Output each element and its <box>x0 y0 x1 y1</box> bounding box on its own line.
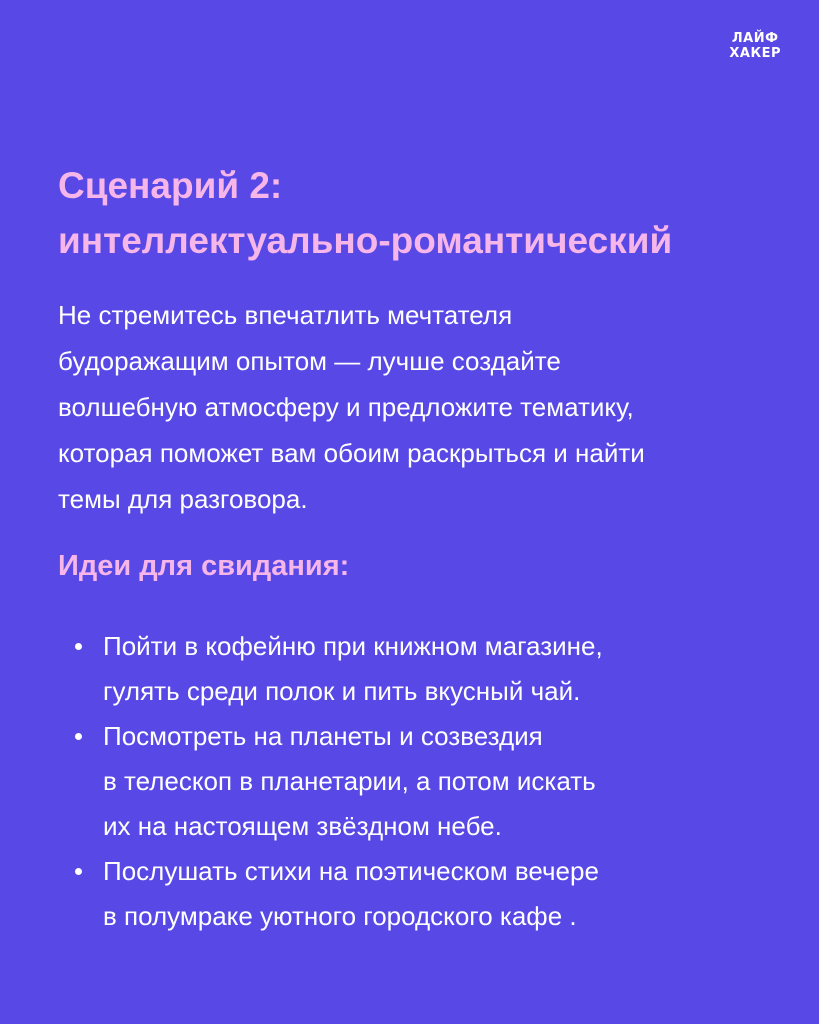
list-item <box>58 714 778 849</box>
list-item-line: их на настоящем звёздном небе. <box>103 811 502 841</box>
title-line-1: Сценарий 2: <box>58 165 283 206</box>
page-title <box>58 158 778 268</box>
intro-line: волшебную атмосферу и предложите тематику, <box>58 392 634 422</box>
list-item-line: в полумраке уютного городского кафе . <box>103 901 577 931</box>
intro-line: темы для разговора. <box>58 484 308 514</box>
list-item <box>58 849 778 939</box>
ideas-heading: Идеи для свидания: <box>58 550 350 582</box>
list-item-line: Послушать стихи на поэтическом вечере <box>103 856 599 886</box>
list-item-line: Посмотреть на планеты и созвездия <box>103 721 543 751</box>
bullet-icon <box>75 868 82 875</box>
logo-line-1: ЛАЙФ <box>731 31 779 46</box>
intro-line: которая поможет вам обоим раскрыться и найти <box>58 438 645 468</box>
lifehacker-logo <box>729 31 781 61</box>
list-item <box>58 624 778 714</box>
bullet-icon <box>75 733 82 740</box>
list-item-line: Пойти в кофейню при книжном магазине, <box>103 631 603 661</box>
bullet-icon <box>75 643 82 650</box>
title-line-2: интеллектуально-романтический <box>58 220 673 261</box>
logo-line-2: ХАКЕР <box>729 46 781 61</box>
list-item-line: в телескоп в планетарии, а потом искать <box>103 766 596 796</box>
intro-line: Не стремитесь впечатлить мечтателя <box>58 300 513 330</box>
ideas-list <box>58 624 778 939</box>
intro-paragraph <box>58 292 778 522</box>
intro-line: будоражащим опытом — лучше создайте <box>58 346 561 376</box>
list-item-line: гулять среди полок и пить вкусный чай. <box>103 676 581 706</box>
